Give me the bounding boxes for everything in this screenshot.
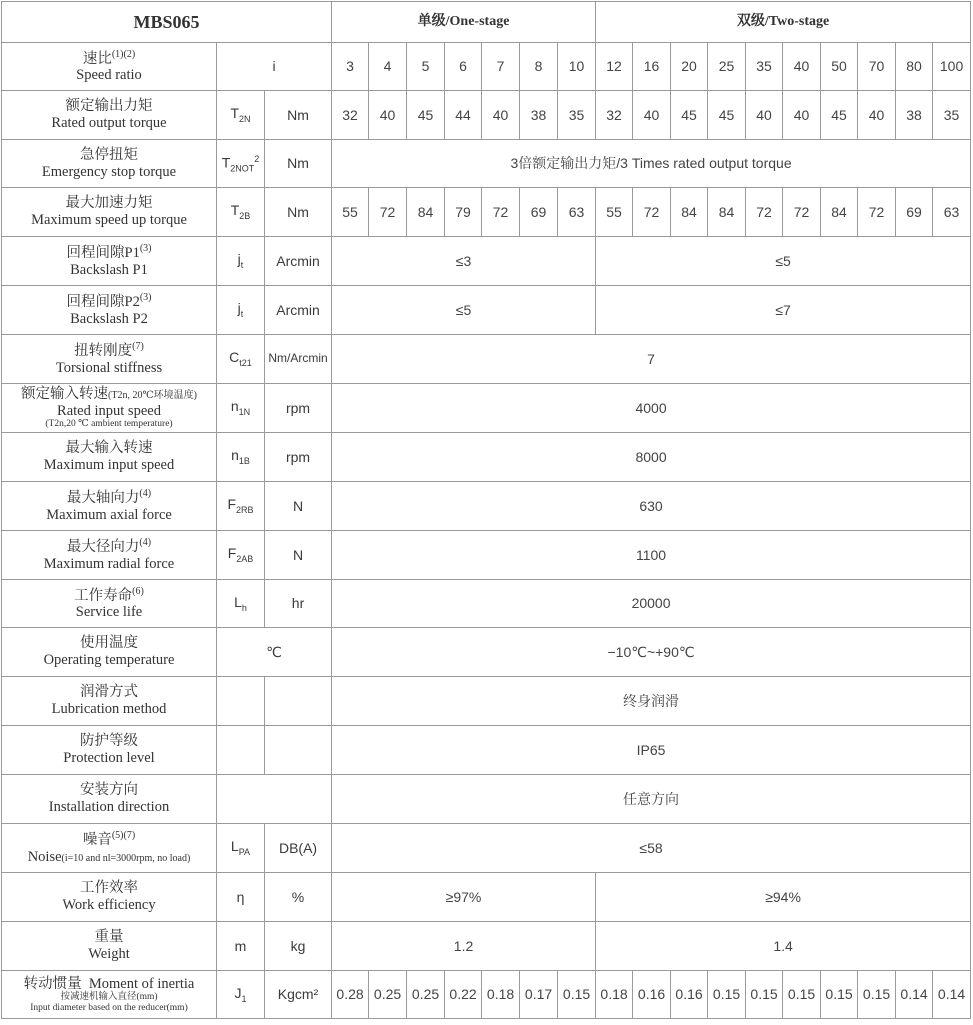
symbol-emergency-torque: $T_{2NOT}^2$: [217, 140, 265, 188]
symbol-backlash-p2: $j_t$: [217, 286, 265, 335]
unit-weight: kg: [265, 922, 332, 971]
label-backlash-p2: 回程间隙P2$^{(3)}$ Backslash P2: [2, 286, 217, 335]
lubrication-value: 终身润滑: [332, 677, 971, 726]
row-backlash-p2: [2, 286, 971, 335]
label-max-radial-force: 最大径向力$^{(4)}$ Maximum radial force: [2, 531, 217, 580]
row-work-efficiency: [2, 873, 971, 922]
speed-ratio-value: 25: [708, 43, 746, 91]
max-radial-force-value: 1100: [332, 531, 971, 580]
max-accel-torque-value: 69: [520, 188, 558, 237]
max-accel-torque-value: 69: [896, 188, 933, 237]
inertia-value: 0.15: [558, 971, 596, 1019]
backlash-p2-one-stage: ≤5: [332, 286, 596, 335]
weight-one-stage: 1.2: [332, 922, 596, 971]
speed-ratio-value: 5: [407, 43, 445, 91]
symbol-rated-input-speed: $n_{1N}$: [217, 384, 265, 433]
max-accel-torque-value: 63: [558, 188, 596, 237]
max-accel-torque-value: 72: [633, 188, 671, 237]
speed-ratio-value: 70: [858, 43, 896, 91]
backlash-p1-two-stage: ≤5: [596, 237, 971, 286]
spec-table: [1, 1, 971, 1019]
max-accel-torque-value: 84: [407, 188, 445, 237]
max-accel-torque-value: 84: [671, 188, 708, 237]
row-max-accel-torque: [2, 188, 971, 237]
symbol-speed-ratio: i: [217, 43, 332, 91]
rated-torque-value: 38: [520, 91, 558, 140]
max-accel-torque-value: 55: [332, 188, 369, 237]
max-axial-force-value: 630: [332, 482, 971, 531]
label-moment-of-inertia: 转动惯量 Moment of inertia 按减速机输入直径(mm) Input diameter based on the reducer(mm): [2, 971, 217, 1019]
row-lubrication: [2, 677, 971, 726]
noise-value: ≤58: [332, 824, 971, 873]
symbol-work-efficiency: η: [217, 873, 265, 922]
row-moment-of-inertia: [2, 971, 971, 1019]
empty-symbol-cell: [217, 677, 265, 726]
symbol-torsional-stiffness: $C_{t21}$: [217, 335, 265, 384]
speed-ratio-value: 40: [783, 43, 821, 91]
unit-noise: DB(A): [265, 824, 332, 873]
inertia-value: 0.17: [520, 971, 558, 1019]
inertia-value: 0.28: [332, 971, 369, 1019]
symbol-max-axial-force: $F_{2RB}$: [217, 482, 265, 531]
row-rated-input-speed: [2, 384, 971, 433]
weight-two-stage: 1.4: [596, 922, 971, 971]
row-backlash-p1: [2, 237, 971, 286]
symbol-noise: $L_{PA}$: [217, 824, 265, 873]
inertia-value: 0.25: [407, 971, 445, 1019]
empty-unit-cell: [265, 677, 332, 726]
label-service-life: 工作寿命$^{(6)}$ Service life: [2, 580, 217, 628]
speed-ratio-value: 3: [332, 43, 369, 91]
speed-ratio-value: 6: [445, 43, 482, 91]
label-weight: 重量 Weight: [2, 922, 217, 971]
rated-torque-value: 44: [445, 91, 482, 140]
label-speed-ratio: 速比$^{(1)(2)}$ Speed ratio: [2, 43, 217, 91]
backlash-p2-two-stage: ≤7: [596, 286, 971, 335]
row-operating-temperature: [2, 628, 971, 677]
speed-ratio-value: 8: [520, 43, 558, 91]
speed-ratio-value: 35: [746, 43, 783, 91]
speed-ratio-value: 100: [933, 43, 971, 91]
rated-torque-value: 38: [896, 91, 933, 140]
efficiency-one-stage: ≥97%: [332, 873, 596, 922]
rated-torque-value: 40: [746, 91, 783, 140]
rated-torque-value: 35: [558, 91, 596, 140]
max-accel-torque-value: 84: [821, 188, 858, 237]
inertia-value: 0.14: [933, 971, 971, 1019]
max-accel-torque-value: 72: [482, 188, 520, 237]
max-accel-torque-value: 79: [445, 188, 482, 237]
backlash-p1-one-stage: ≤3: [332, 237, 596, 286]
rated-torque-value: 32: [596, 91, 633, 140]
rated-torque-value: 40: [482, 91, 520, 140]
max-accel-torque-value: 72: [783, 188, 821, 237]
installation-direction-value: 任意方向: [332, 775, 971, 824]
speed-ratio-value: 12: [596, 43, 633, 91]
speed-ratio-value: 16: [633, 43, 671, 91]
header-row: [2, 2, 971, 43]
unit-max-radial-force: N: [265, 531, 332, 580]
max-accel-torque-value: 72: [858, 188, 896, 237]
inertia-value: 0.22: [445, 971, 482, 1019]
row-max-radial-force: [2, 531, 971, 580]
label-protection-level: 防护等级 Protection level: [2, 726, 217, 775]
rated-torque-value: 40: [858, 91, 896, 140]
protection-level-value: IP65: [332, 726, 971, 775]
emergency-torque-value: 3倍额定输出力矩/3 Times rated output torque: [332, 140, 971, 188]
row-noise: [2, 824, 971, 873]
rated-torque-value: 45: [821, 91, 858, 140]
speed-ratio-value: 20: [671, 43, 708, 91]
row-rated-torque: [2, 91, 971, 140]
inertia-value: 0.15: [783, 971, 821, 1019]
symbol-service-life: $L_h$: [217, 580, 265, 628]
max-accel-torque-value: 72: [369, 188, 407, 237]
unit-max-axial-force: N: [265, 482, 332, 531]
model-name: MBS065: [2, 2, 332, 43]
unit-operating-temperature: ℃: [217, 628, 332, 677]
row-weight: [2, 922, 971, 971]
max-input-speed-value: 8000: [332, 433, 971, 482]
inertia-value: 0.14: [896, 971, 933, 1019]
row-service-life: [2, 580, 971, 628]
rated-torque-value: 40: [369, 91, 407, 140]
max-accel-torque-value: 84: [708, 188, 746, 237]
label-torsional-stiffness: 扭转刚度$^{(7)}$ Torsional stiffness: [2, 335, 217, 384]
efficiency-two-stage: ≥94%: [596, 873, 971, 922]
label-max-axial-force: 最大轴向力$^{(4)}$ Maximum axial force: [2, 482, 217, 531]
row-max-input-speed: [2, 433, 971, 482]
row-protection-level: [2, 726, 971, 775]
label-noise: 噪音$^{(5)(7)}$ Noise(i=10 and nl=3000rpm, no load): [2, 824, 217, 873]
max-accel-torque-value: 63: [933, 188, 971, 237]
inertia-value: 0.18: [482, 971, 520, 1019]
speed-ratio-value: 80: [896, 43, 933, 91]
rated-torque-value: 40: [783, 91, 821, 140]
label-emergency-torque: 急停扭矩 Emergency stop torque: [2, 140, 217, 188]
service-life-value: 20000: [332, 580, 971, 628]
speed-ratio-value: 4: [369, 43, 407, 91]
label-backlash-p1: 回程间隙P1$^{(3)}$ Backslash P1: [2, 237, 217, 286]
row-emergency-torque: [2, 140, 971, 188]
unit-max-input-speed: rpm: [265, 433, 332, 482]
operating-temperature-value: −10℃~+90℃: [332, 628, 971, 677]
unit-rated-torque: Nm: [265, 91, 332, 140]
inertia-value: 0.25: [369, 971, 407, 1019]
unit-backlash-p1: Arcmin: [265, 237, 332, 286]
unit-service-life: hr: [265, 580, 332, 628]
two-stage-header: 双级/Two-stage: [596, 2, 971, 43]
rated-torque-value: 45: [671, 91, 708, 140]
torsional-stiffness-value: 7: [332, 335, 971, 384]
symbol-max-radial-force: $F_{2AB}$: [217, 531, 265, 580]
rated-torque-value: 35: [933, 91, 971, 140]
unit-rated-input-speed: rpm: [265, 384, 332, 433]
unit-moment-of-inertia: Kgcm²: [265, 971, 332, 1019]
label-rated-torque: 额定输出力矩 Rated output torque: [2, 91, 217, 140]
unit-backlash-p2: Arcmin: [265, 286, 332, 335]
unit-work-efficiency: %: [265, 873, 332, 922]
empty-symbol-unit-cell: [217, 775, 332, 824]
inertia-value: 0.16: [633, 971, 671, 1019]
symbol-moment-of-inertia: $J_1$: [217, 971, 265, 1019]
symbol-rated-torque: $T_{2N}$: [217, 91, 265, 140]
label-operating-temperature: 使用温度 Operating temperature: [2, 628, 217, 677]
inertia-value: 0.16: [671, 971, 708, 1019]
rated-input-speed-value: 4000: [332, 384, 971, 433]
row-max-axial-force: [2, 482, 971, 531]
row-installation-direction: [2, 775, 971, 824]
symbol-max-accel-torque: $T_{2B}$: [217, 188, 265, 237]
inertia-value: 0.15: [708, 971, 746, 1019]
max-accel-torque-value: 55: [596, 188, 633, 237]
rated-torque-value: 40: [633, 91, 671, 140]
one-stage-header: 单级/One-stage: [332, 2, 596, 43]
symbol-max-input-speed: $n_{1B}$: [217, 433, 265, 482]
rated-torque-value: 45: [708, 91, 746, 140]
unit-torsional-stiffness: Nm/Arcmin: [265, 335, 332, 384]
row-speed-ratio: [2, 43, 971, 91]
unit-max-accel-torque: Nm: [265, 188, 332, 237]
speed-ratio-value: 50: [821, 43, 858, 91]
empty-unit-cell: [265, 726, 332, 775]
row-torsional-stiffness: [2, 335, 971, 384]
inertia-value: 0.15: [858, 971, 896, 1019]
max-accel-torque-value: 72: [746, 188, 783, 237]
symbol-weight: m: [217, 922, 265, 971]
label-installation-direction: 安装方向 Installation direction: [2, 775, 217, 824]
speed-ratio-value: 7: [482, 43, 520, 91]
label-work-efficiency: 工作效率 Work efficiency: [2, 873, 217, 922]
inertia-value: 0.18: [596, 971, 633, 1019]
inertia-value: 0.15: [821, 971, 858, 1019]
empty-symbol-cell: [217, 726, 265, 775]
label-lubrication: 润滑方式 Lubrication method: [2, 677, 217, 726]
label-rated-input-speed: 额定输入转速(T2n, 20℃环境温度) Rated input speed (T2n,20 ℃ ambient temperature): [2, 384, 217, 433]
rated-torque-value: 45: [407, 91, 445, 140]
label-max-input-speed: 最大输入转速 Maximum input speed: [2, 433, 217, 482]
label-max-accel-torque: 最大加速力矩 Maximum speed up torque: [2, 188, 217, 237]
speed-ratio-value: 10: [558, 43, 596, 91]
symbol-backlash-p1: $j_t$: [217, 237, 265, 286]
unit-emergency-torque: Nm: [265, 140, 332, 188]
inertia-value: 0.15: [746, 971, 783, 1019]
rated-torque-value: 32: [332, 91, 369, 140]
